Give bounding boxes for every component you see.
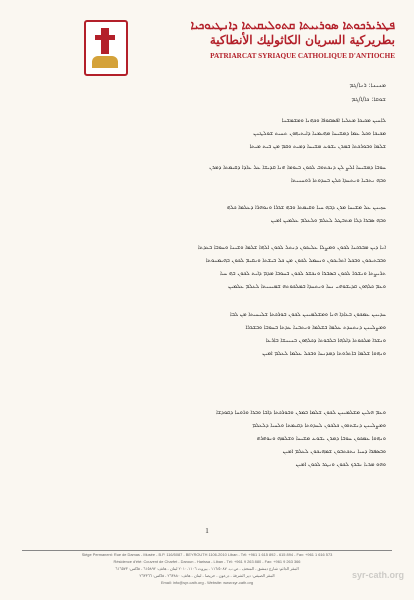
watermark: syr-cath.org [351,570,404,580]
header-syriac-title: ܦܛܪܝܪܟܘܬܐ ܣܘܪܝܝܬܐ ܩܬܘܠܝܩܝܬܐ ܕܐܢܛܝܘܟܝܐ [190,18,395,32]
text-line: ܘܡܨܠܝܢܢ ܕܢܬܚܕܬ ܥܠܡܐ ܒܫܠܡܐ ܘܢܬܒܢܐ ܥܕܬܐ ܒܚܘܒܐ ܘܒܫܪܪܐ [245,325,386,331]
footer-address-line: Résidence d'été: Couvent de Charfet - Daroun - Harissa - Liban - Tél: +961 9 263 880 - Fax: +961 9 263 366 [113,559,301,564]
cross-shape [101,28,109,54]
greeting-line: ܠܐܚܝܢ ܡܟܝܟܐ ܡܥܠܝܐ ܐܦܣܩܘܦܐ ܘܟܗܢܐ ܘܡܫܡܫܢܐ [281,118,386,124]
footer-address-line: المقر الصيفي: دير الشرفة - درعون - حريصا - لبنان - هاتف: ٢٦٣٨٨٠ - فاكس: ٢٦٣٣٦٦ [139,573,275,578]
text-line: ܚܙܝܢܢ ܥܠ ܡܫܝܚܐ ܡܪܢ ܕܒܗ ܚܝܐ ܘܩܝܡܬܐ ܘܒܗ ܫܪܪܐ ܘܢܘܗܪܐ ܕܥܠܡܐ ܟܠܗ [226,205,386,211]
greeting-block [30,118,386,157]
footer-contact-line: Email: info@syr-cath.org - Website: www.syr-cath.org [160,580,254,585]
paragraph-2 [30,205,386,231]
text-line: ܘܢܗܘܐ ܥܡܟܘܢ ܚܘܒܐ ܕܡܪܢ ܝܫܘܥ ܡܫܝܚܐ ܘܫܠܡܗ ܘܢܘܗܪܗ [256,436,386,442]
text-line: ܘܒܗ ܢܬܒܝܐ ܘܢܬܚܕܐ ܟܠܢ ܒܚܕܘܬܐ ܪܘܚܢܝܬܐ [290,178,386,184]
reference-date: ܫܘܩܐ: ܟܐ/ܐ/ܓܡ [351,96,386,103]
patriarchal-crest-icon [84,20,128,76]
header-arabic-title: بطريركية السريان الكاثوليك الأنطاكية [209,33,395,47]
text-line: ܘܗܘ ܡܪܝܐ ܢܒܪܟ ܠܟܘܢ ܘܢܛܪ ܠܟܘܢ ܐܡܝܢ [295,462,386,468]
text-line: ܘܒܣܦܪܐ ܕܚܝܐ ܢܬܟܬܒܘܢ ܫܡܗܝܟܘܢ ܠܥܠܡ ܐܡܝܢ [282,449,386,455]
reference-number: ܡܢܝܢܐ: ܪܢܐ/ܓܡ [349,82,386,89]
footer-address-line: Siège Permanent: Rue de Damas - Musée - B.P. 116/5087 - BEYROUTH 1106-2010 Liban - Tél: +961 1 615 892 - 615 894 - Fax: +961 1 616 573 [81,552,333,557]
header-french-title: PATRIARCAT SYRIAQUE CATHOLIQUE D'ANTIOCHE [210,52,395,60]
text-line: ܬܪܝܨܬܐ ܘܢܫܪܪ ܠܟܘܢ ܒܣܒܪܐ ܘܢܟܫܪ ܠܟܘܢ ܒܚܘܒܐ ܡܕܡ ܕܐܝܬ ܠܟܘܢ ܒܗ ܚܝܐ [220,271,386,277]
text-line: ܐܢܐ ܕܝܢ ܡܒܪܟܢܐ ܠܟܘܢ ܘܡܨܠܐ ܥܠܝܟܘܢ ܕܢܬܠ ܠܟܘܢ ܐܠܗܐ ܫܠܡܐ ܘܫܝܢܐ ܘܚܘܒܐ ܒܥܕܬܐ [197,245,386,251]
text-line: ܘܢܫܪܐ ܡܠܟܘܬܐ ܕܐܠܗܐ ܒܠܒܘܬܐ ܕܟܠܗܘܢ ܒܢܝܢܫܐ ܒܐܪܥܐ [265,338,386,344]
text-line: ܘܥܡ ܟܠܗܘܢ ܩܕܝܫܘܗܝ ܢܚܐ ܘܢܬܚܕܐ ܒܡܠܟܘܬܗ ܫܡܝܢܝܬܐ ܠܥܠܡ ܥܠܡܝܢ [228,284,386,290]
greeting-line: ܫܠܡܐ ܘܒܘܪܟܬܐ ܒܡܪܢ ܝܫܘܥ ܡܫܝܚܐ ܕܡܝܬ ܘܩܡ ܡܢ ܒܝܬ ܡܝܬܐ [249,144,386,150]
cross-bar-shape [95,35,115,40]
text-line: ܘܥܡ ܗܠܝܢ ܡܫܠܡܝܢܢ ܠܟܘܢ ܫܠܡܐ ܒܡܪܢ ܘܒܘܪܟܬܐ ܕܐܒܐ ܘܒܪܐ ܘܪܘܚܐ ܕܩܘܕܫܐ [216,410,386,416]
page-number: 1 [205,527,209,535]
letterhead-footer [22,550,392,586]
paragraph-4 [30,312,386,364]
greeting-line: ܡܟܝܟܐ ܘܟܠ ܥܡܐ ܕܡܫܝܚܐ ܡܗܝܡܢܐ ܕܐܝܬܝܗܘܢ ܬܚܝܬ ܫܘܠܛܢܢ [253,131,386,137]
text-line: ܚܕܝܢܢ ܥܡܟܘܢ ܒܥܐܕܐ ܗܢܐ ܘܡܫܠܡܝܢܢ ܠܟܘܢ ܒܘܪܟܬܐ ܫܠܝܚܝܬܐ ܡܢ ܠܒܐ [230,312,386,318]
text-line: ܘܢܗܘܐ ܫܠܡܐ ܒܐܬܪܘܬܐ ܕܡܕܢܚܐ ܘܒܟܠ ܥܠܡܐ ܠܥܠܡ ܐܡܝܢ [262,351,386,357]
text-line: ܚܘܒܐ ܕܡܫܝܚܐ ܐܠܨ ܠܢ ܕܢܟܬܘܒ ܠܟܘܢ ܒܝܘܡܐ ܗܢܐ ܩܕܝܫܐ ܥܠ ܥܐܕܐ ܕܩܝܡܬܐ ܕܡܪܢ [209,165,386,171]
footer-address-line: المقر الدائم: شارع دمشق - المتحف - ص.ب. ١١٦/٥٠٨٧ - بيروت ١١٠٦-٢٠١٠ لبنان - هاتف: ٦١٥٨٩٢ - فاكس: ٦١٦٥٧٣ [115,566,299,571]
text-line: ܘܒܗ ܣܒܪܐ ܕܠܐ ܡܬܒܛܠ ܠܥܠܡ ܘܠܥܠܡ ܥܠܡܝܢ ܐܡܝܢ [270,218,386,224]
paragraph-3 [30,245,386,297]
text-line: ܘܡܨܠܝܢܢ ܕܢܫܬܘܘܢ ܟܠܟܘܢ ܠܚܕܘܬܐ ܕܩܝܡܬܐ ܘܠܚܝܐ ܕܠܥܠܡ [252,423,386,429]
paragraph-5 [30,410,386,475]
text-line: ܘܒܒܬܝܟܘܢ ܘܒܟܠ ܐܬܪܝܟܘܢ ܘܢܚܡܠ ܠܟܘܢ ܡܢ ܟܠ ܒܝܫܬܐ ܘܢܩܝܡ ܠܟܘܢ ܒܗܝܡܢܘܬܐ [205,258,386,264]
mitre-shape [92,56,118,68]
paragraph-1 [30,165,386,191]
